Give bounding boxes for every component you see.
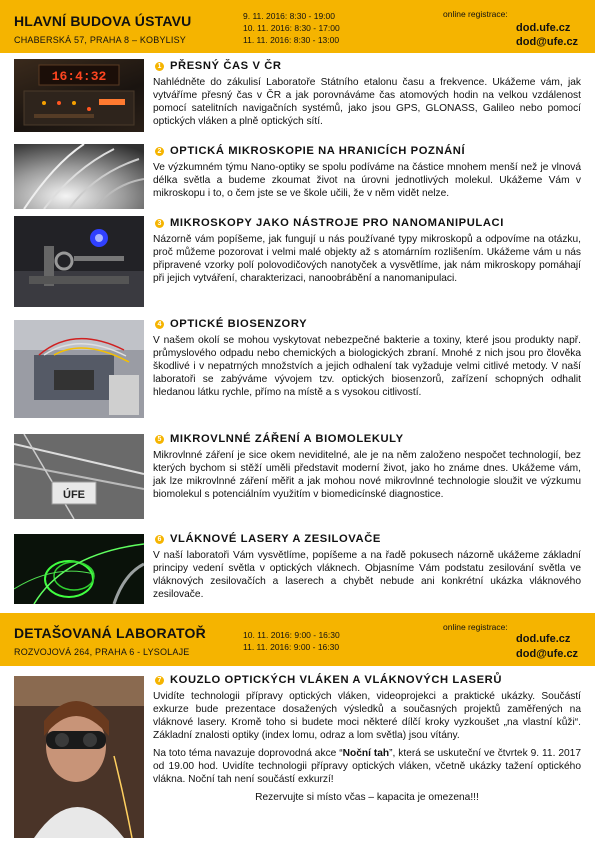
section-text: Názorně vám popíšeme, jak fungují u nás používané typy mikroskopů a odpovíme na otázku, proč můžeme pozorovat i velmi malé objekty až s atomárním rozlišením. Ukážeme vám u nás připravené vzorky polí polovodičových nanotyček a vysvětlíme, jak nám mikroskopy pomáhají při jejich vytváření, charakterizaci, nanoobrábění a nanomanipulaci. — [153, 234, 581, 284]
section-title: OPTICKÉ BIOSENZORY — [170, 318, 308, 330]
microscopy-illustration — [14, 144, 144, 209]
registration-web-link[interactable]: dod.ufe.cz — [516, 633, 571, 645]
section-heading — [155, 674, 502, 686]
section-optical-microscopy — [14, 144, 581, 214]
section-text: Mikrovlnné záření je sice okem neviditelné, ale je na něm založeno nespočet technologií, bez kterých bychom si stěží uměli představit moderní život, jako ho známe dnes. Ukážeme vám, jak lze mikrovlnné záření měřit a jak mohou nové mikrovlnné technologie sloužit ve výzkumu biomolekul s potenciálním využitím v biomedicínské diagnostice. — [153, 450, 581, 500]
section-number-badge: 1 — [155, 62, 164, 71]
text-span: Na toto téma navazuje doprovodná akce “ — [153, 748, 343, 759]
section-fiber-lasers — [14, 532, 581, 612]
section-number-badge: 4 — [155, 320, 164, 329]
biosensor-photo — [14, 320, 144, 418]
section-heading — [155, 217, 504, 229]
date-line: 9. 11. 2016: 8:30 - 19:00 — [243, 11, 335, 21]
paragraph — [153, 747, 581, 786]
section-text: V našem okolí se mohou vyskytovat nebezpečné bakterie a toxiny, které jsou produkty např. průmyslového odpadu nebo chemických a biologických zbraní. Mnohé z nich jsou pro člověka škodlivé i v nepatrných množstvích a jejich odhalení tak vyžaduje velmi citlivé metody. V naší laboratoři se zabýváme vývojem tzv. optických biosenzorů, zařízení schopných odhalit hledanou látku rychle, přímo na místě a s vysokou citlivostí. — [153, 335, 581, 398]
section-nanomanipulation — [14, 216, 581, 312]
microscopy-image — [14, 144, 144, 209]
microwave-photo — [14, 434, 144, 519]
section-text: V naší laboratoři Vám vysvětlíme, popíšeme a na řadě pokusech názorně ukážeme základní principy vedení světla v optických vláknech. Objasníme Vám podstatu zesilování světla ve vláknových zesilovačích a laserech a chybět nebude ani konkrétní ukázka vláknového zesilovače. — [153, 550, 581, 600]
section-title: PŘESNÝ ČAS V ČR — [170, 60, 282, 72]
reservation-note: Rezervujte si místo včas – kapacita je omezena!!! — [255, 792, 479, 803]
registration-label: online registrace: — [443, 622, 508, 632]
detached-lab-dates — [243, 629, 340, 653]
atomic-clock-illustration — [14, 59, 144, 132]
registration-web-link[interactable]: dod.ufe.cz — [516, 22, 571, 34]
date-line: 11. 11. 2016: 9:00 - 16:30 — [243, 642, 340, 652]
section-title: MIKROSKOPY JAKO NÁSTROJE PRO NANOMANIPULACI — [170, 217, 504, 229]
section-heading — [155, 433, 404, 445]
section-biosensors — [14, 317, 581, 432]
detached-lab-header — [0, 613, 595, 666]
section-heading — [155, 60, 282, 72]
event-name: Noční tah — [342, 748, 390, 759]
fiber-laser-illustration — [14, 534, 144, 604]
person-with-goggles-illustration — [14, 676, 144, 838]
section-number-badge: 2 — [155, 147, 164, 156]
section-title: MIKROVLNNÉ ZÁŘENÍ A BIOMOLEKULY — [170, 433, 404, 445]
text-span: ”, která se uskuteční ve čtvrtek 9. 11. 2017 od 19.00 hod. Uvidíte technologii přípravy optických vláken, včetně ukázky tažení optického vlákna. Noční tah není součástí exkurzí! — [153, 748, 581, 785]
nanomanipulation-photo — [14, 216, 144, 307]
section-precise-time — [14, 59, 581, 139]
section-heading — [155, 533, 381, 545]
section-heading — [155, 145, 465, 157]
fiber-drawing-photo — [14, 676, 144, 838]
registration-label: online registrace: — [443, 9, 508, 19]
date-line: 10. 11. 2016: 9:00 - 16:30 — [243, 630, 340, 640]
section-text — [153, 690, 581, 804]
section-optical-fibers — [14, 673, 581, 838]
main-building-title: HLAVNÍ BUDOVA ÚSTAVU — [14, 13, 192, 29]
detached-lab-address: ROZVOJOVÁ 264, PRAHA 6 - LYSOLAJE — [14, 647, 190, 657]
section-number-badge: 5 — [155, 435, 164, 444]
registration-email-link[interactable]: dod@ufe.cz — [516, 648, 579, 660]
detached-lab-title: DETAŠOVANÁ LABORATOŘ — [14, 625, 206, 641]
microwave-illustration — [14, 434, 144, 519]
section-number-badge: 7 — [155, 676, 164, 685]
date-line: 10. 11. 2016: 8:30 - 17:00 — [243, 23, 340, 33]
section-number-badge: 3 — [155, 219, 164, 228]
main-building-dates — [243, 10, 340, 46]
section-title: VLÁKNOVÉ LASERY A ZESILOVAČE — [170, 533, 381, 545]
date-line: 11. 11. 2016: 8:30 - 13:00 — [243, 35, 340, 45]
main-building-address: CHABERSKÁ 57, PRAHA 8 – KOBYLISY — [14, 35, 186, 45]
main-building-header — [0, 0, 595, 53]
fiber-laser-photo — [14, 534, 144, 604]
section-title: KOUZLO OPTICKÝCH VLÁKEN A VLÁKNOVÝCH LASERŮ — [170, 674, 503, 686]
ufe-chip-label: ÚFE — [63, 489, 85, 501]
atomic-clock-photo — [14, 59, 144, 132]
paragraph: Uvidíte technologii přípravy optických vláken, videoprojekci a praktické ukázky. Součástí exkurze bude prezentace dosažených výsledků a současných projektů zaměřených na vláknové lasery. Kromě toho si budete moci některé dílčí kroky vyzkoušet „na vlastní kůži“. Základní znalosti optiky (index lomu, odraz a lom světla) jsou vítány. — [153, 691, 581, 741]
nanomanipulation-illustration — [14, 216, 144, 307]
clock-digits: 16:4:32 — [51, 69, 107, 84]
section-microwave — [14, 432, 581, 530]
section-heading — [155, 318, 307, 330]
section-text: Nahlédněte do zákulisí Laboratoře Státního etalonu času a frekvence. Ukážeme vám, jak vytváříme přesný čas v ČR a jak porovnáváme čas atomových hodin na velkou vzdálenost pomocí satelitních navigačních systémů, jako jsou GPS, GLONASS, Galileo nebo pomocí optických vláken a plně optických sítí. — [153, 77, 581, 127]
registration-email-link[interactable]: dod@ufe.cz — [516, 36, 579, 48]
section-number-badge: 6 — [155, 535, 164, 544]
biosensor-illustration — [14, 320, 144, 418]
section-title: OPTICKÁ MIKROSKOPIE NA HRANICÍCH POZNÁNÍ — [170, 145, 466, 157]
section-text: Ve výzkumném týmu Nano-optiky se spolu podíváme na částice mnohem menší než je vlnová délka světla a budeme zkoumat život na úrovni jednotlivých molekul. Ukážeme Vám v mikroskopu i to, o čem jste se ve škole učili, že v něm vidět nelze. — [153, 162, 581, 199]
